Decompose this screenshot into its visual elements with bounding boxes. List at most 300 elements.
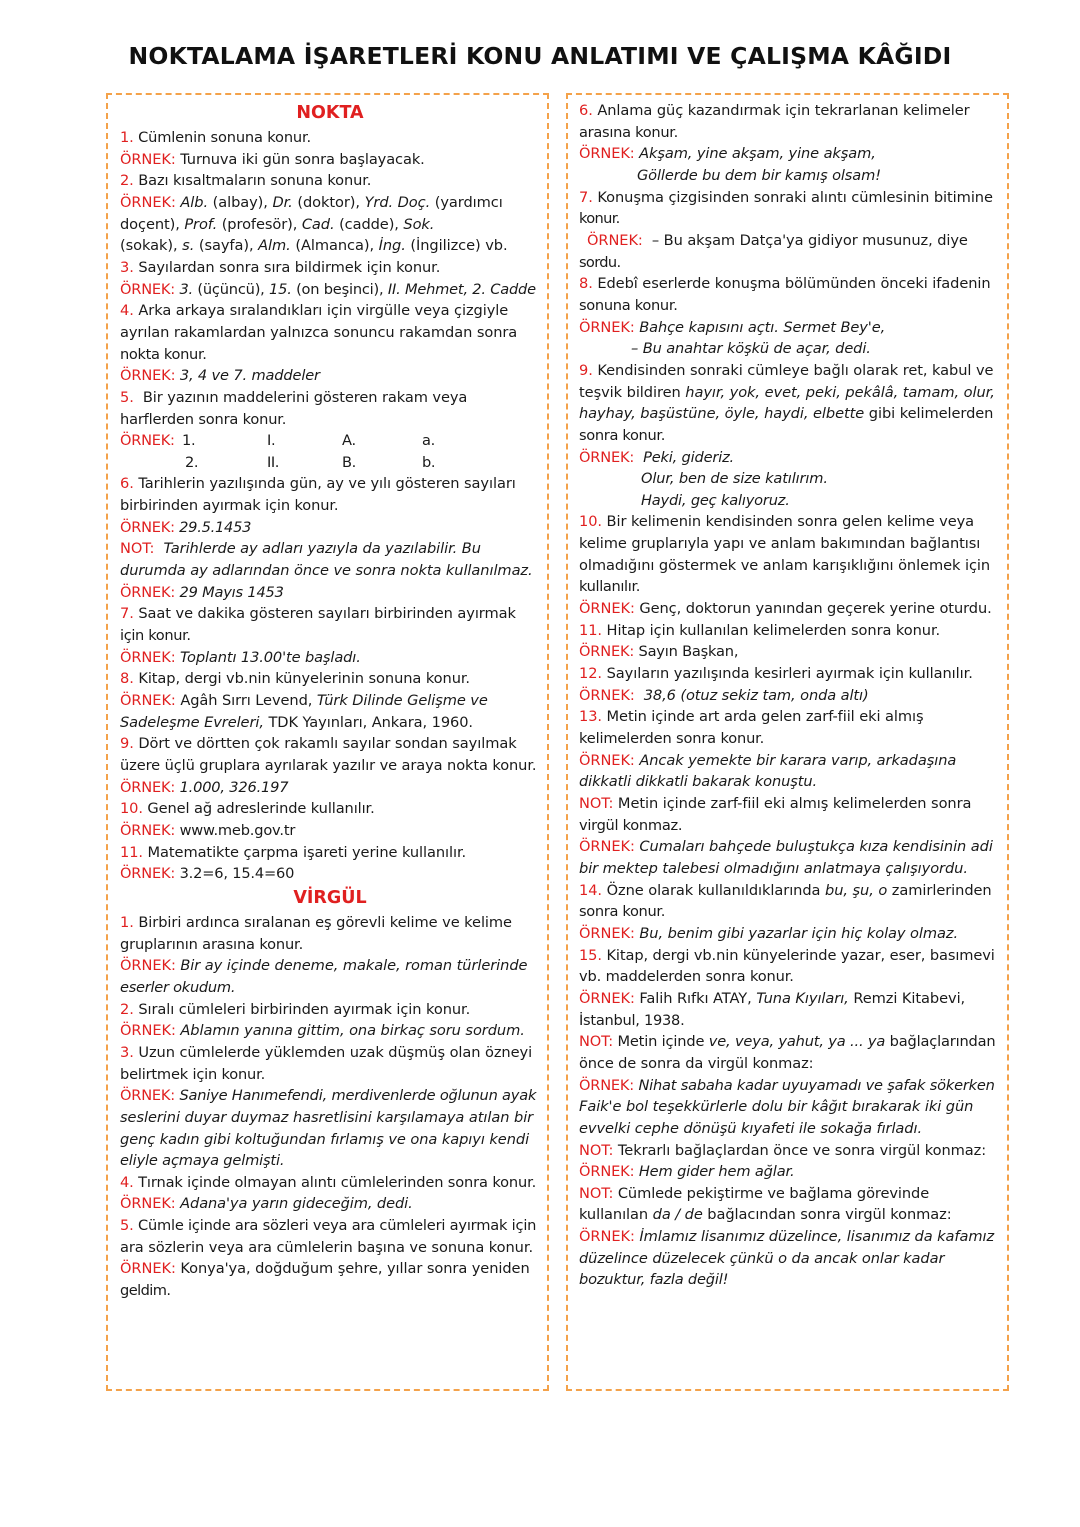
red-label: NOT: [579,1033,618,1051]
body-text: Bir yazının maddelerini gösteren rakam veya [138,388,468,406]
body-text: teşvik bildiren [579,383,686,401]
red-label: ÖRNEK: [579,643,639,661]
body-text: birbirinden ayırmak için konur. [120,497,339,515]
text-line [120,560,540,582]
body-text: (cadde), [334,215,404,233]
list-marker: B. [342,453,356,471]
text-line [579,641,999,663]
text-line [579,447,999,469]
text-line [579,100,999,122]
red-label: 14. [579,881,607,899]
text-line [579,1096,999,1118]
italic-text: Haydi, geç kalıyoruz. [641,491,790,509]
text-line [579,468,999,490]
italic-text: Sok. [403,215,435,233]
right-column [579,100,999,1291]
body-text: (yardımcı [430,193,503,211]
body-text: (Almanca), [290,237,379,255]
body-text: 3.2=6, 15.4=60 [179,865,295,883]
text-line [579,143,999,165]
italic-text: 38,6 (otuz sekiz tam, onda altı) [639,686,869,704]
text-line [579,1140,999,1162]
text-line [120,127,540,149]
body-text: Bir kelimenin kendisinden sonra gelen kelime veya [606,513,975,531]
text-line [120,235,540,257]
italic-text: Hem gider hem ağlar. [638,1163,795,1181]
body-text: (albay), [208,193,273,211]
red-label: ÖRNEK: [120,778,180,796]
italic-text: Cad. [301,215,335,233]
body-text: gibi kelimelerden [864,405,994,423]
italic-text: Nihat sabaha kadar uyuyamadı ve şafak sökerken [638,1076,995,1094]
body-text: (İngilizce) vb. [405,237,508,255]
red-label: ÖRNEK: [120,1087,180,1105]
italic-text: eliyle açmaya gelmişti. [120,1152,285,1170]
text-line [120,1280,540,1302]
text-line [579,685,999,707]
left-column [120,100,540,1302]
body-text: gruplarının arasına konur. [120,935,304,953]
italic-text: İmlamız lisanımız düzelince, lisanımız da kafamız [639,1228,995,1246]
italic-text: 29 Mayıs 1453 [179,583,284,601]
italic-text: Yrd. Doç. [364,193,431,211]
text-line [120,647,540,669]
body-text: Hitap için kullanılan kelimelerden sonra konur. [606,621,941,639]
text-line [120,170,540,192]
red-label: ÖRNEK: [120,1195,181,1213]
text-line [120,863,540,885]
body-text: kullanılır. [579,578,641,596]
red-label: ÖRNEK: [579,1163,639,1181]
body-text: üzere üçlü gruplara ayrılarak yazılır ve araya nokta konur. [120,757,537,774]
text-line [579,923,999,945]
list-marker: A. [342,432,356,450]
red-label: 7. [120,605,139,623]
list-marker: I. [267,432,276,450]
body-text: Sayıların yazılışında kesirleri ayırmak için kullanılır. [606,665,973,683]
text-line [120,912,540,934]
body-text: Sıralı cümleleri birbirinden ayırmak için konur. [138,1000,471,1018]
list-example-row [120,430,540,452]
page-title: NOKTALAMA İŞARETLERİ KONU ANLATIMI VE ÇALIŞMA KÂĞIDI [128,42,952,70]
text-line [120,1150,540,1172]
body-text: olmadığını göstermek ve anlam karışıklığını önlemek için [579,556,991,574]
italic-text: II. Mehmet, 2. Cadde [387,280,536,298]
italic-text: 3. [179,280,193,298]
italic-text: Ancak yemekte bir karara varıp, arkadaşına [639,751,957,769]
red-label: 4. [120,1173,139,1191]
text-line [120,934,540,956]
red-label: ÖRNEK: [579,751,640,769]
text-line [579,338,999,360]
text-line [579,382,999,404]
text-line [579,1248,999,1270]
italic-text: Bu, benim gibi yazarlar için hiç kolay olmaz. [639,924,959,942]
body-text: Edebî eserlerde konuşma bölümünden önceki ifadenin [597,275,991,293]
text-line [120,603,540,625]
text-line [579,663,999,685]
red-label: 2. [120,1000,139,1018]
italic-text: evvelki cephe dönüşü kıyafeti ile sokağa fırladı. [579,1119,923,1137]
text-line [579,511,999,533]
text-line [120,733,540,755]
italic-text: Cumaları bahçede buluştukça kıza kendisinin adi [639,838,993,856]
text-line [120,365,540,387]
red-label: 8. [120,670,139,688]
italic-text: bozuktur, fazla değil! [579,1271,729,1289]
text-line [120,1085,540,1107]
body-text: ayrılan rakamlardan yalnızca sonuncu rakamdan sonra [120,323,518,341]
body-text: zamirlerinden [887,881,992,899]
text-line [579,403,999,425]
body-text: kelimelerden sonra konur. [579,730,765,748]
italic-text: Türk Dilinde Gelişme ve [316,692,488,710]
red-label: ÖRNEK: [579,1076,639,1094]
body-text: Genel ağ adreslerinde kullanılır. [147,800,375,818]
body-text: (üçüncü), [192,280,270,298]
red-label: ÖRNEK: [120,1260,181,1278]
text-line [120,625,540,647]
red-label: ÖRNEK: [120,1022,181,1040]
text-line [120,955,540,977]
italic-text: Tarihlerde ay adları yazıyla da yazılabilir. Bu [158,540,481,558]
red-label: ÖRNEK: [120,150,181,168]
red-label: 6. [120,475,139,493]
italic-text: Bahçe kapısını açtı. Sermet Bey'e, [639,318,886,336]
italic-text: ve, veya, yahut, ya ... ya [708,1033,886,1051]
text-line [579,1075,999,1097]
text-line [579,1010,999,1032]
text-line [579,988,999,1010]
italic-text: Sadeleşme Evreleri, [120,713,264,731]
body-text: Cümle içinde ara sözleri veya ara cümleleri ayırmak için [137,1217,537,1235]
italic-text: 29.5.1453 [179,518,252,536]
list-marker: a. [422,432,436,450]
text-line [579,901,999,923]
red-label: ÖRNEK: [120,821,180,839]
body-text: kullanılan [579,1206,653,1224]
text-line [120,1193,540,1215]
section-heading: NOKTA [296,103,364,123]
text-line [579,1269,999,1291]
red-label: ÖRNEK: [120,280,180,298]
text-line [579,966,999,988]
text-line [579,836,999,858]
red-label: ÖRNEK: [120,518,180,536]
body-text: Sayılardan sonra sıra bildirmek için konur. [138,258,441,276]
italic-text: Göllerde bu dem bir kamış olsam! [637,166,881,184]
text-line [120,149,540,171]
body-text: ara sözlerin veya ara cümlelerin başına ve sonuna konur. [120,1238,534,1256]
text-line [579,1053,999,1075]
red-label: ÖRNEK: [120,865,180,883]
red-label: ÖRNEK: [120,583,180,601]
italic-text: Ablamın yanına gittim, ona birkaç soru sordum. [180,1022,525,1040]
italic-text: Peki, gideriz. [638,448,735,466]
body-text: (profesör), [217,215,302,233]
italic-text: İng. [378,237,406,255]
red-label: ÖRNEK: [579,686,640,704]
red-label: 13. [579,708,607,726]
text-line [579,533,999,555]
italic-text: bu, şu, o [825,881,888,899]
text-line [120,214,540,236]
text-line [120,690,540,712]
body-text: İstanbul, 1938. [579,1011,685,1029]
text-line [120,1258,540,1280]
red-label: 3. [120,258,139,276]
red-label: 4. [120,302,139,320]
red-label: NOT: [120,540,159,558]
red-label: ÖRNEK: [120,957,181,975]
red-label: NOT: [579,795,618,812]
text-line [579,1226,999,1248]
text-line [120,387,540,409]
text-line [579,490,999,512]
text-line [120,409,540,431]
red-label: 8. [579,275,598,293]
italic-text: Dr. [272,193,293,211]
text-line [579,576,999,598]
text-line [120,517,540,539]
italic-text: 1.000, 326.197 [179,778,289,796]
text-line [579,945,999,967]
body-text: Anlama güç kazandırmak için tekrarlanan kelimeler [597,102,970,119]
text-line [579,273,999,295]
text-line [120,582,540,604]
body-text: sonra konur. [579,426,666,444]
italic-text: Olur, ben de size katılırım. [641,470,828,488]
body-text: Uzun cümlelerde yüklemden uzak düşmüş olan özneyi [138,1043,533,1061]
red-label: 6. [579,102,598,119]
text-line [120,1042,540,1064]
text-line [120,495,540,517]
red-label: ÖRNEK: [579,145,640,163]
body-text: Agâh Sırrı Levend, [180,692,317,710]
text-line [579,230,999,252]
list-marker: 2. [185,453,199,471]
text-line [120,999,540,1021]
body-text: Genç, doktorun yanından geçerek yerine oturdu. [639,600,992,618]
body-text: Matematikte çarpma işareti yerine kullanılır. [147,843,467,861]
text-line [120,1064,540,1086]
body-text: geldim. [120,1282,171,1300]
text-line [120,977,540,999]
body-text: Sayın Başkan, [638,643,739,661]
body-text: bağlacından sonra virgül konmaz: [702,1206,952,1224]
section-heading: VİRGÜL [293,887,367,908]
body-text: Kitap, dergi vb.nin künyelerinin sonuna konur. [138,670,470,688]
italic-text: Prof. [184,215,218,233]
body-text: Falih Rıfkı ATAY, [639,989,757,1007]
text-line [120,668,540,690]
body-text: sordu. [579,253,621,271]
red-label: 7. [579,188,598,206]
body-text: nokta konur. [120,345,207,363]
body-text: virgül konmaz. [579,816,683,834]
text-line [579,706,999,728]
list-example-row [120,452,540,474]
italic-text: Saniye Hanımefendi, merdivenlerde oğlunun ayak [179,1087,537,1105]
red-label: ÖRNEK: [579,924,640,942]
italic-text: Adana'ya yarın gideceğim, dedi. [180,1195,413,1213]
italic-text: düzelince düzelecek çünkü o da ancak onlar kadar [579,1249,945,1267]
body-text: arasına konur. [579,123,679,141]
text-line [579,555,999,577]
text-line [120,798,540,820]
text-line [579,1204,999,1226]
red-label: NOT: [579,1141,618,1159]
body-text: Metin içinde zarf-fiil eki almış kelimelerden sonra [617,795,972,812]
body-text: belirtmek için konur. [120,1065,266,1083]
body-text: Konya'ya, doğduğum şehre, yıllar sonra yeniden [180,1260,530,1278]
body-text: (sayfa), [194,237,259,255]
text-line [579,858,999,880]
italic-text: hayhay, başüstüne, öyle, haydi, elbette [579,405,865,423]
text-line [579,1031,999,1053]
body-text: Cümlenin sonuna konur. [138,129,311,146]
text-line [120,538,540,560]
body-text: (sokak), [120,237,183,255]
italic-text: genç kadın gibi koltuğundan fırlamış ve ona kapıyı kendi [120,1130,530,1148]
text-line [579,771,999,793]
text-line [579,425,999,447]
text-line [579,1161,999,1183]
text-line [120,300,540,322]
red-label: 1. [120,913,139,931]
body-text: konur. [579,210,620,228]
red-label: ÖRNEK: [579,838,640,856]
body-text: sonuna konur. [579,296,678,314]
red-label: 1. [120,129,139,146]
text-line [579,360,999,382]
text-line [579,728,999,750]
example-label: ÖRNEK: [120,432,175,450]
red-label: ÖRNEK: [579,1228,640,1246]
text-line [579,620,999,642]
body-text: Konuşma çizgisinden sonraki alıntı cümlesinin bitimine [597,188,993,206]
body-text: Metin içinde [617,1033,709,1051]
red-label: 3. [120,1043,139,1061]
italic-text: dikkatli dikkatli bakarak konuştu. [579,773,817,791]
text-line [579,1118,999,1140]
body-text: önce de sonra da virgül konmaz: [579,1054,814,1072]
italic-text: 15. [269,280,292,298]
text-line [120,279,540,301]
italic-text: – Bu anahtar köşkü de açar, dedi. [631,340,871,358]
italic-text: Alm. [258,237,291,255]
italic-text: Tuna Kıyıları, [756,989,849,1007]
body-text: Kitap, dergi vb.nin künyelerinde yazar, eser, basımevi [606,946,995,964]
text-line [120,1215,540,1237]
italic-text: Toplantı 13.00'te başladı. [180,648,361,666]
body-text: Cümlede pekiştirme ve bağlama görevinde [617,1184,930,1202]
body-text: Remzi Kitabevi, [848,989,966,1007]
text-line [579,165,999,187]
body-text: Tarihlerin yazılışında gün, ay ve yılı gösteren sayıları [138,475,516,493]
red-label: 9. [579,361,598,379]
red-label: 2. [120,172,139,190]
red-label: 15. [579,946,607,964]
italic-text: s. [182,237,195,255]
text-line [579,252,999,274]
text-line [579,295,999,317]
text-line [120,820,540,842]
body-text: (on beşinci), [291,280,388,298]
red-label: NOT: [579,1184,618,1202]
red-label: 10. [579,513,607,531]
red-label: 5. [120,388,139,406]
text-line [120,473,540,495]
red-label: 11. [579,621,607,639]
list-marker: b. [422,453,436,471]
body-text: Tekrarlı bağlaçlardan önce ve sonra virgül konmaz: [617,1141,987,1159]
text-line [120,1237,540,1259]
red-label: 9. [120,735,139,753]
text-line [120,842,540,864]
text-line [579,793,999,815]
red-label: ÖRNEK: [120,692,181,710]
red-label: ÖRNEK: [120,367,180,385]
text-line [120,755,540,777]
text-line [579,208,999,230]
red-label: 12. [579,665,607,683]
body-text: Metin içinde art arda gelen zarf-fiil eki almış [606,708,924,726]
red-label: 5. [120,1217,138,1235]
text-line [579,122,999,144]
red-label: ÖRNEK: [579,318,640,336]
body-text: Özne olarak kullanıldıklarında [606,881,825,899]
body-text: Kendisinden sonraki cümleye bağlı olarak ret, kabul ve [597,361,994,379]
body-text: Bazı kısaltmaların sonuna konur. [138,172,372,190]
italic-text: durumda ay adlarından önce ve sonra nokta kullanılmaz. [120,562,533,580]
italic-text: bir mektep talebesi olmadığını anlatmaya çalışıyordu. [579,859,968,877]
text-line [579,1183,999,1205]
body-text: doçent), [120,215,185,233]
body-text: kelime gruplarıyla yapı ve anlam bakımından bağlantısı [579,535,981,553]
text-line [579,750,999,772]
text-line [120,322,540,344]
body-text: Turnuva iki gün sonra başlayacak. [180,150,425,168]
text-line [579,598,999,620]
italic-text: Alb. [180,193,209,211]
italic-text: Akşam, yine akşam, yine akşam, [639,145,876,163]
text-line [120,344,540,366]
red-label: 11. [120,843,148,861]
text-line [579,317,999,339]
red-label: ÖRNEK: [579,600,640,618]
italic-text: seslerini duyar duymaz hasretlisini karşılamaya atılan bir [120,1108,534,1126]
red-label: ÖRNEK: [587,231,648,249]
body-text: TDK Yayınları, Ankara, 1960. [263,713,473,731]
body-text: harflerden sonra konur. [120,410,287,428]
text-line [120,257,540,279]
text-line [120,1020,540,1042]
body-text: bağlaçlarından [885,1033,996,1051]
red-label: ÖRNEK: [120,648,181,666]
red-label: ÖRNEK: [579,448,639,466]
list-marker: II. [267,453,279,471]
body-text: Dört ve dörtten çok rakamlı sayılar sondan sayılmak [138,735,517,753]
body-text: (doktor), [292,193,365,211]
italic-text: Faik'e bol teşekkürlerle dolu bir kâğıt bırakarak iki gün [579,1098,974,1116]
red-label: 10. [120,800,148,818]
text-line [120,712,540,734]
italic-text: eserler okudum. [120,978,236,996]
red-label: ÖRNEK: [579,989,640,1007]
body-text: vb. maddelerden sonra konur. [579,968,794,986]
body-text: Saat ve dakika gösteren sayıları birbirinden ayırmak [138,605,516,623]
